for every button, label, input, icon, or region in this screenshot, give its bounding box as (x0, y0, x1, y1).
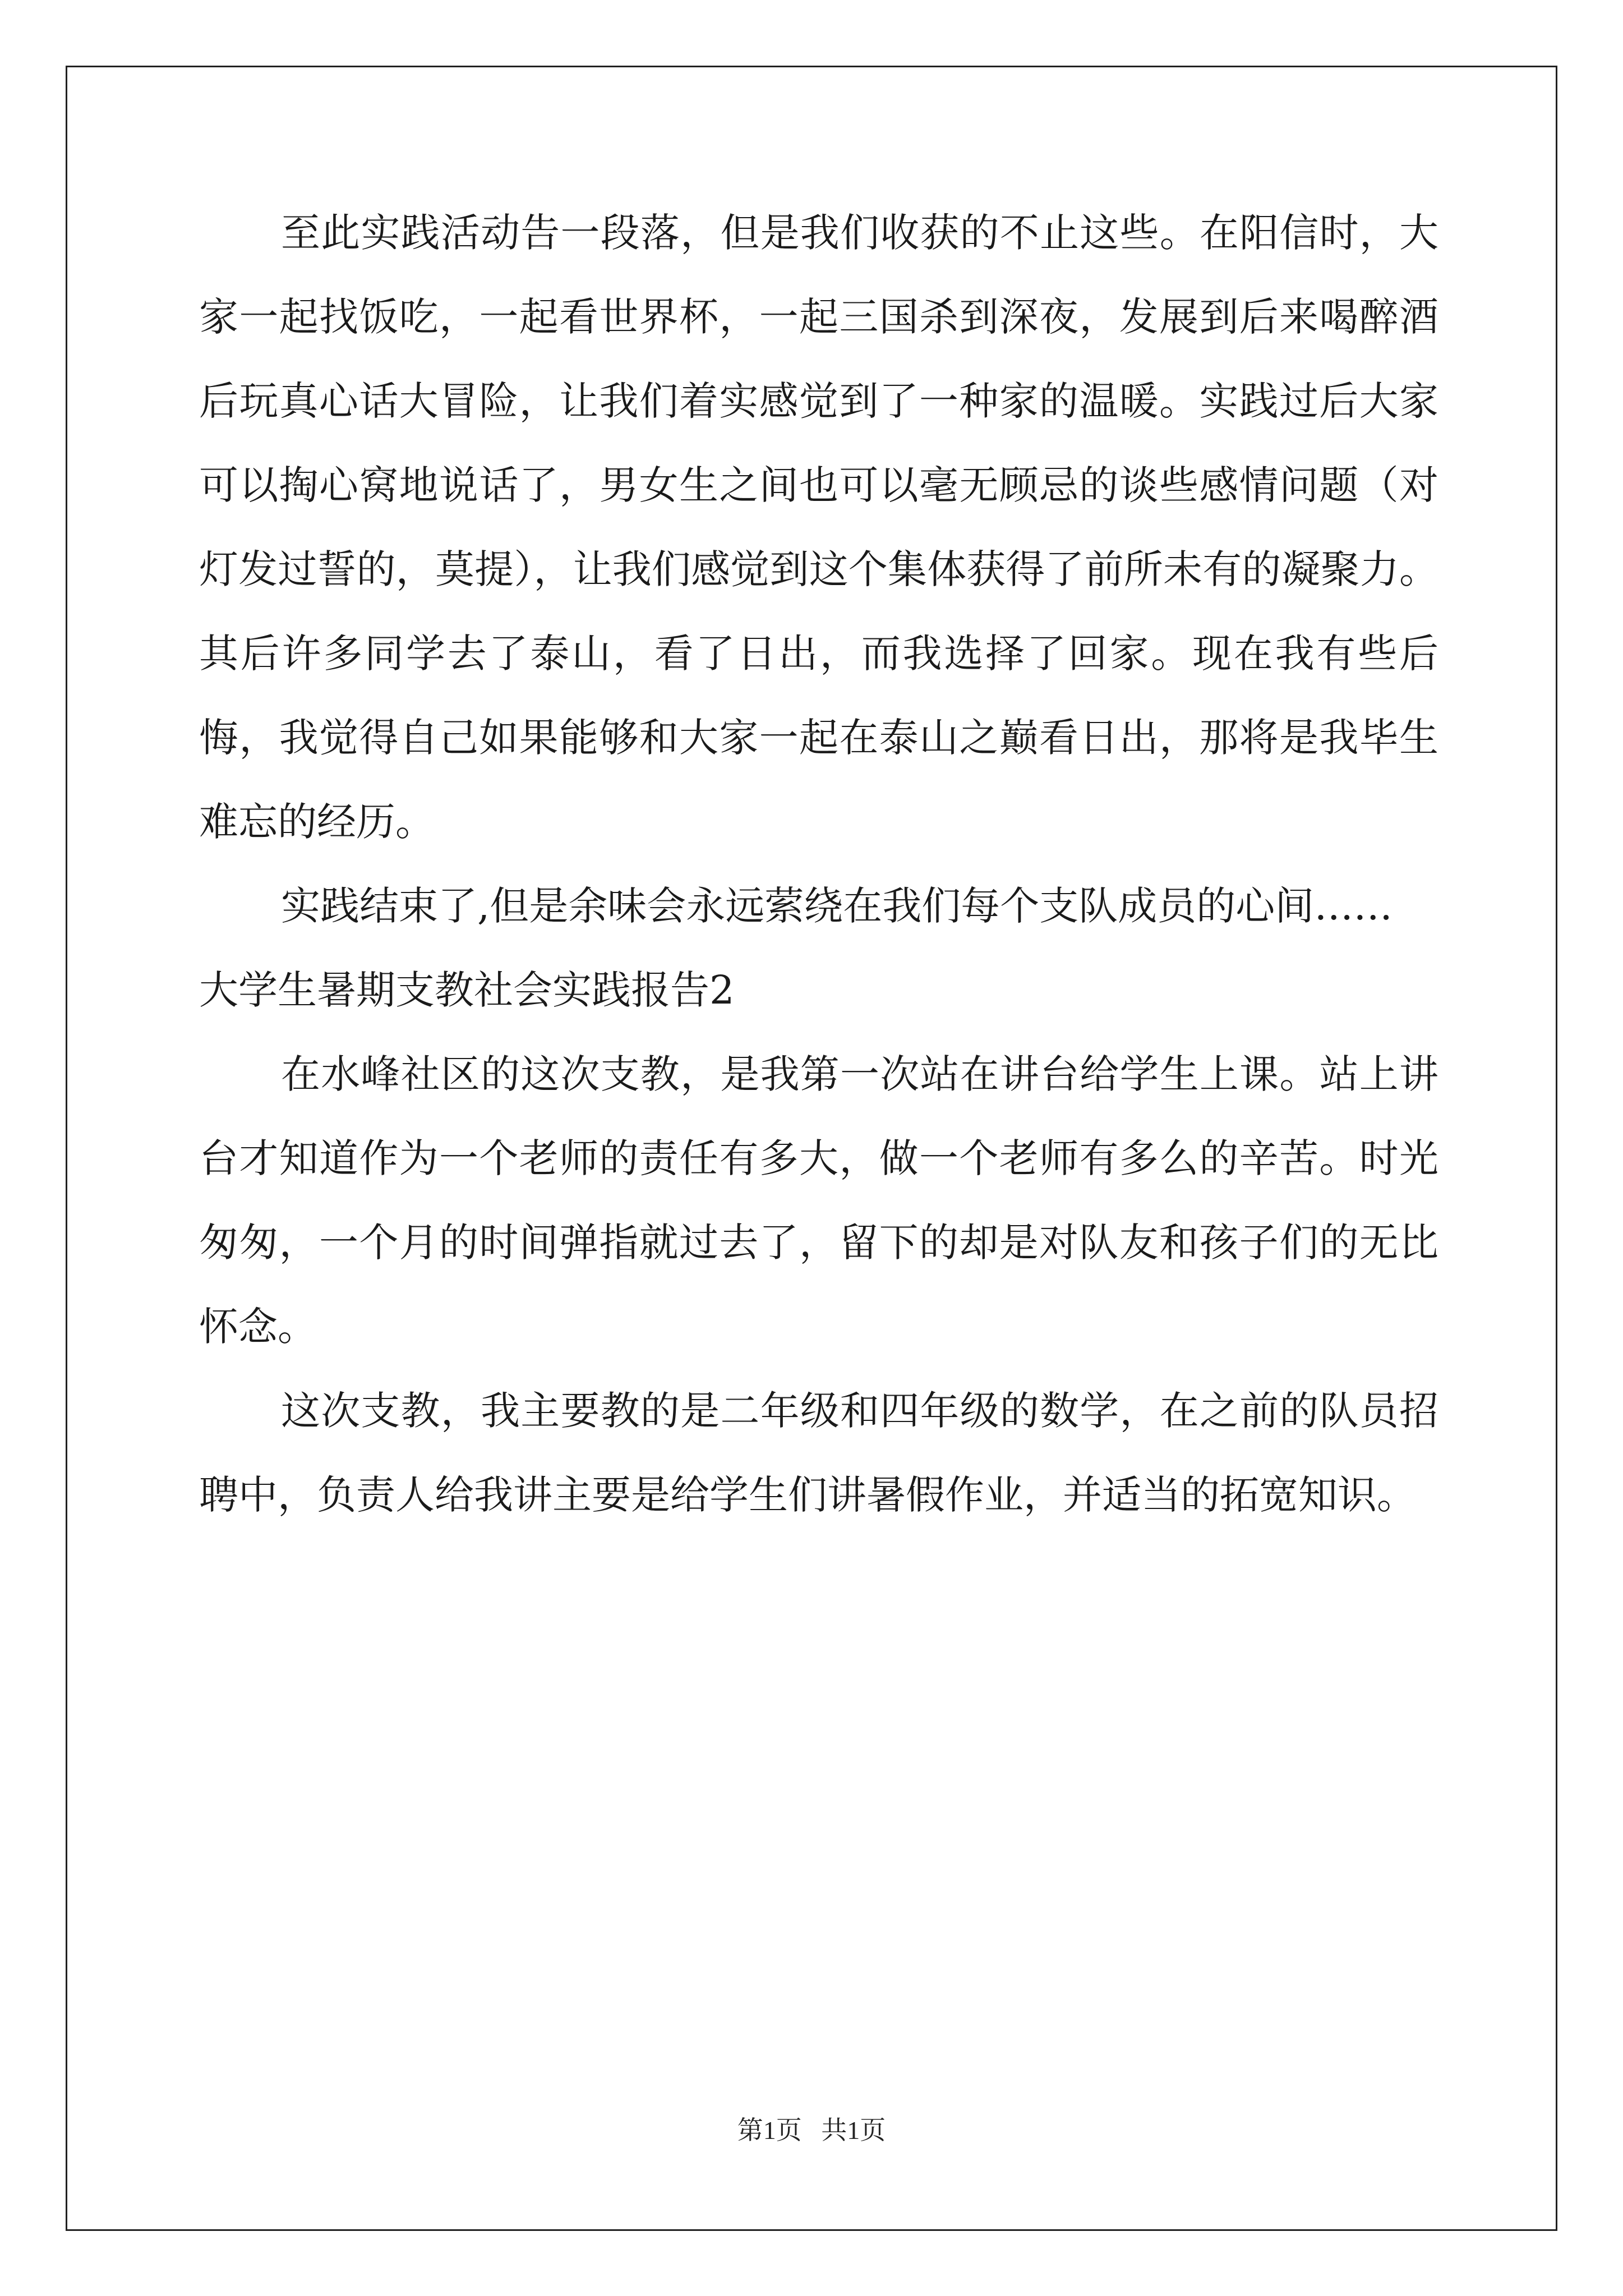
paragraph-summary: 至此实践活动告一段落，但是我们收获的不止这些。在阳信时，大家一起找饭吃，一起看世界杯，一起三国杀到深夜，发展到后来喝醉酒后玩真心话大冒险，让我们着实感觉到了一种家的温暖。实践过后大家可以掏心窝地说话了，男女生之间也可以毫无顾忌的谈些感情问题（对灯发过誓的，莫提），让我们感觉到这个集体获得了前所未有的凝聚力。其后许多同学去了泰山，看了日出，而我选择了回家。现在我有些后悔，我觉得自己如果能够和大家一起在泰山之巅看日出，那将是我毕生难忘的经历。 (199, 210, 1438, 845)
paragraph-closing: 实践结束了,但是余味会永远萦绕在我们每个支队成员的心间…… (281, 883, 1393, 929)
paragraph-teaching-intro: 在水峰社区的这次支教，是我第一次站在讲台给学生上课。站上讲台才知道作为一个老师的责任有多大，做一个老师有多么的辛苦。时光匆匆，一个月的时间弹指就过去了，留下的却是对队友和孩子们的无比怀念。 (199, 1051, 1438, 1350)
section-title: 大学生暑期支教社会实践报告2 (199, 967, 735, 1013)
paragraph-teaching-subjects: 这次支教，我主要教的是二年级和四年级的数学，在之前的队员招聘中，负责人给我讲主要是给学生们讲暑假作业，并适当的拓宽知识。 (199, 1388, 1438, 1518)
page-total: 共1页 (821, 2116, 886, 2145)
page-footer (0, 2114, 1623, 2147)
document-body (199, 191, 1438, 1537)
page-number: 第1页 (737, 2116, 802, 2145)
